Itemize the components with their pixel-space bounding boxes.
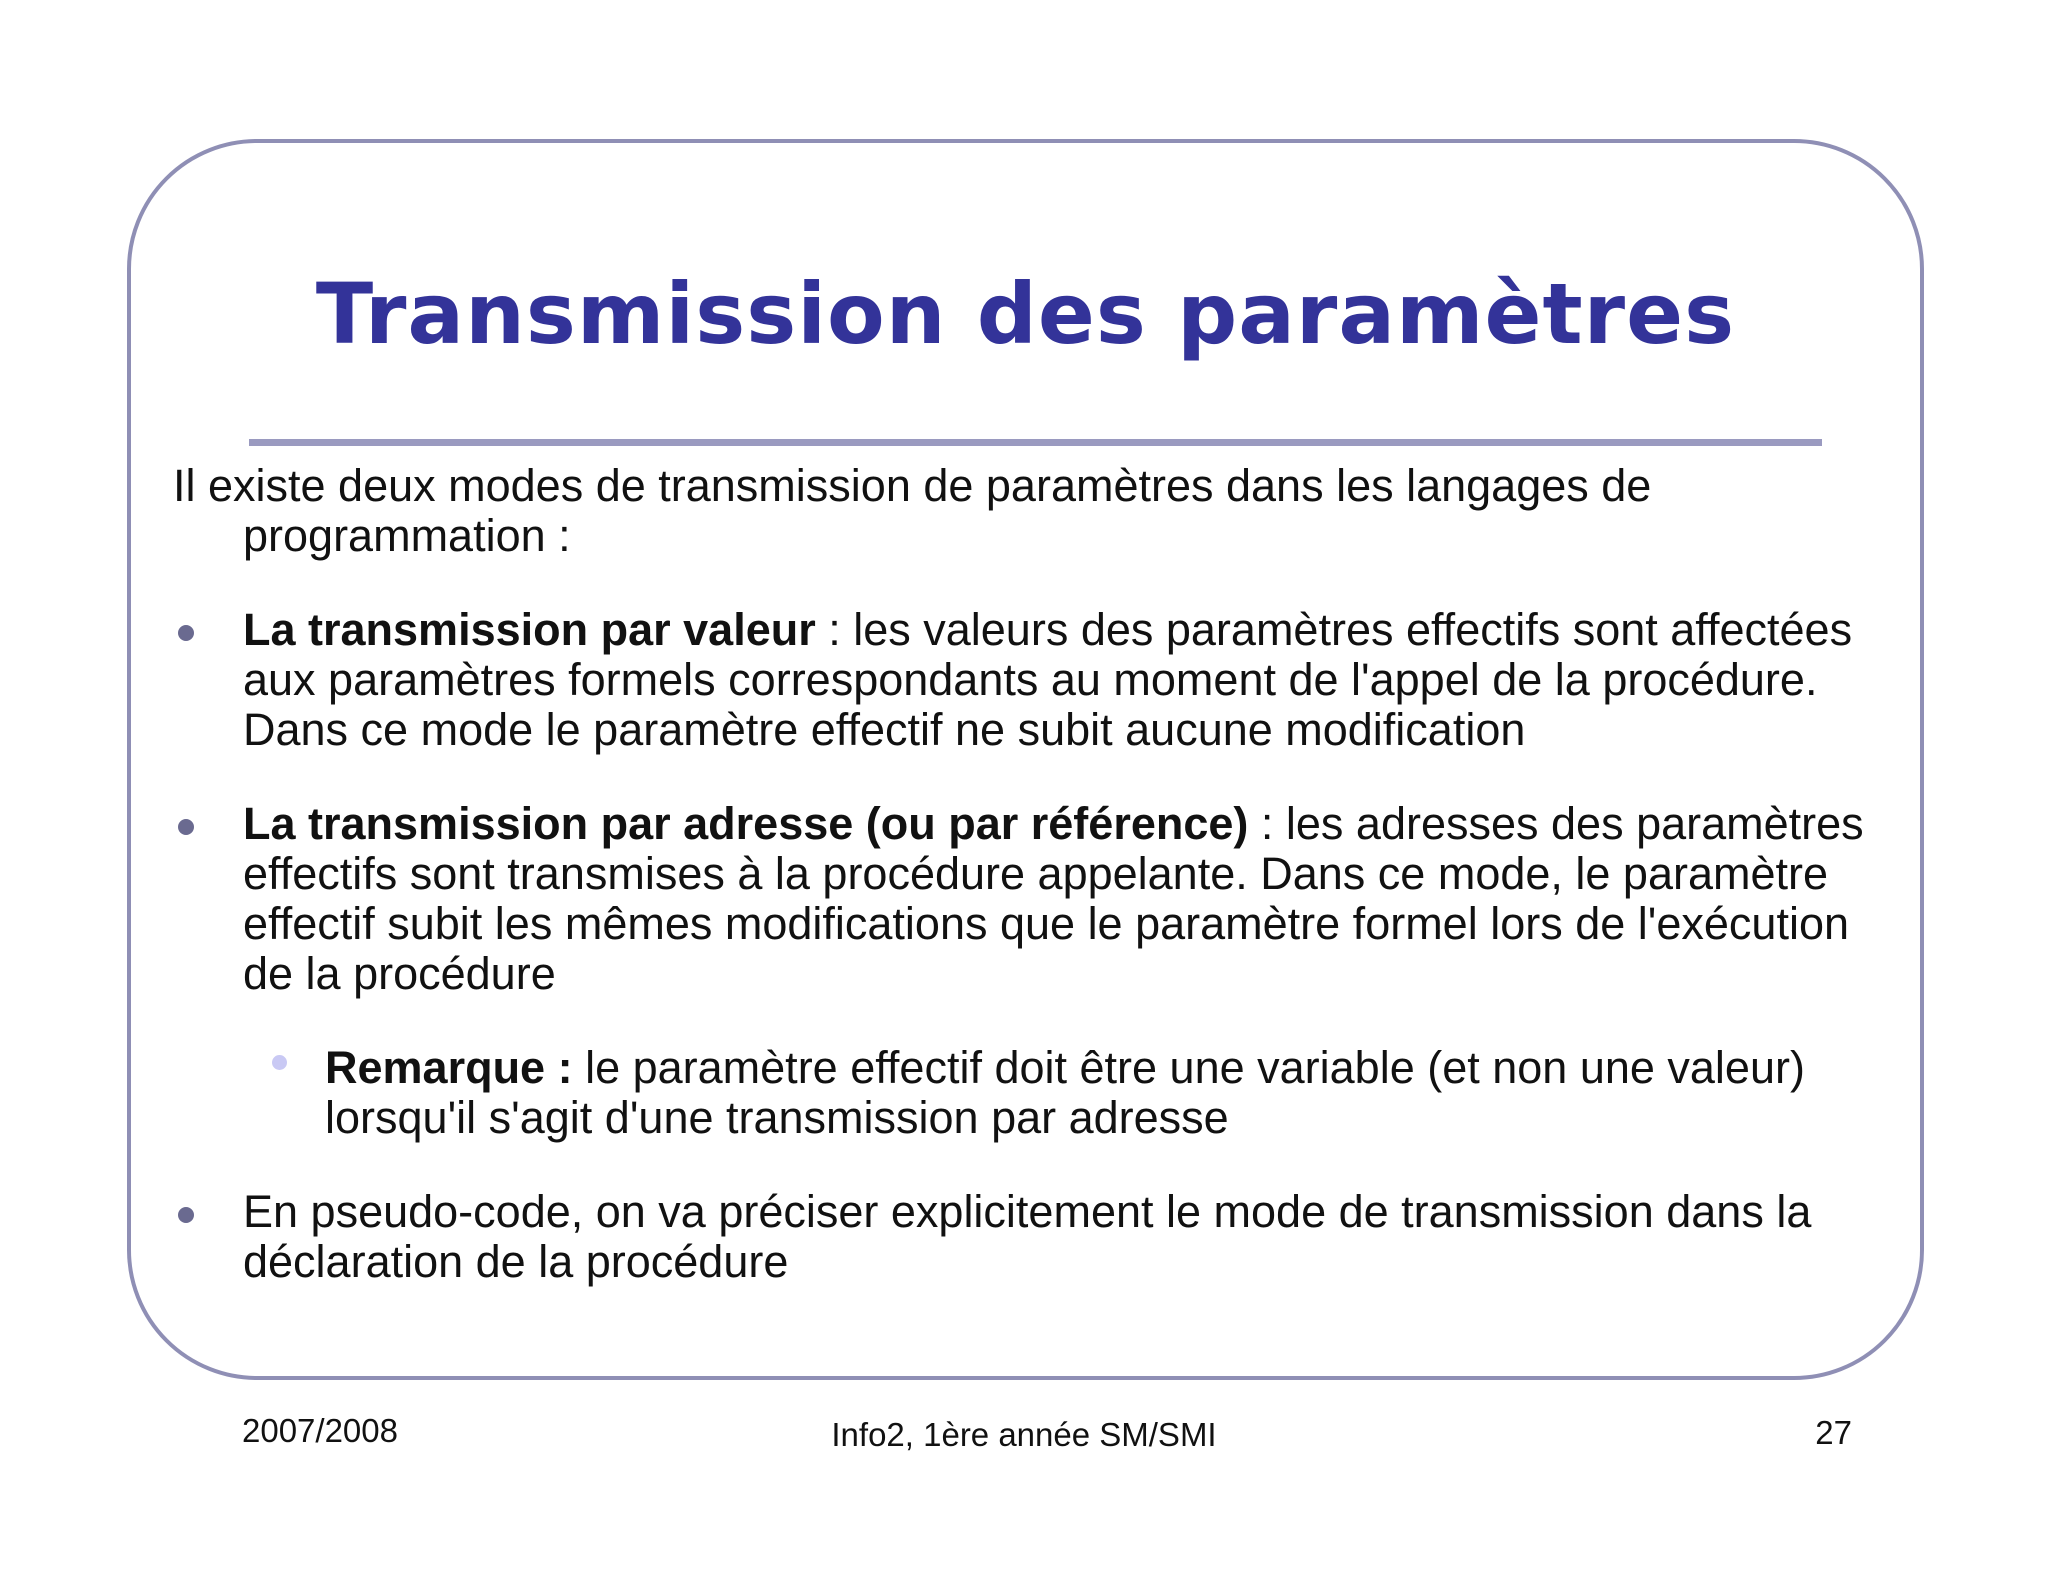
bullet-item-pseudocode: [173, 1187, 1893, 1287]
bullet-dot-icon: [178, 819, 194, 835]
bullet-text: En pseudo-code, on va préciser explicitement le mode de transmission dans la déclaration de la procédure: [243, 1186, 1812, 1287]
bullet-item-address: [173, 799, 1893, 999]
bullet-dot-icon: [178, 1207, 194, 1223]
footer-page-number: 27: [1815, 1414, 1852, 1451]
intro-paragraph: Il existe deux modes de transmission de paramètres dans les langages de programmation :: [173, 460, 1652, 561]
sub-bullet-remark: [173, 1043, 1893, 1143]
bullet-text: : les valeurs des paramètres effectifs sont affectées aux paramètres formels correspondants au moment de l'appel de la procédure. Dans ce mode le paramètre effectif ne subit aucune modification: [243, 604, 1853, 755]
footer-date: 2007/2008: [242, 1412, 398, 1449]
slide-body: [173, 461, 1893, 1287]
title-divider: [249, 439, 1822, 446]
bullet-dot-icon: [178, 625, 194, 641]
bullet-text: : les adresses des paramètres effectifs sont transmises à la procédure appelante. Dans ce mode, le paramètre effectif subit les mêmes modifications que le paramètre formel lors de l'exécution de la procédure: [243, 798, 1864, 999]
bullet-item-value: [173, 605, 1893, 755]
bullet-lead: La transmission par adresse (ou par référence): [243, 798, 1249, 849]
slide-title: Transmission des paramètres: [315, 265, 1736, 363]
bullet-lead: La transmission par valeur: [243, 604, 816, 655]
sub-bullet-dot-icon: [272, 1055, 287, 1070]
footer-course: Info2, 1ère année SM/SMI: [831, 1416, 1217, 1453]
sub-bullet-text: le paramètre effectif doit être une variable (et non une valeur) lorsqu'il s'agit d'une transmission par adresse: [325, 1042, 1805, 1143]
sub-bullet-lead: Remarque :: [325, 1042, 573, 1093]
